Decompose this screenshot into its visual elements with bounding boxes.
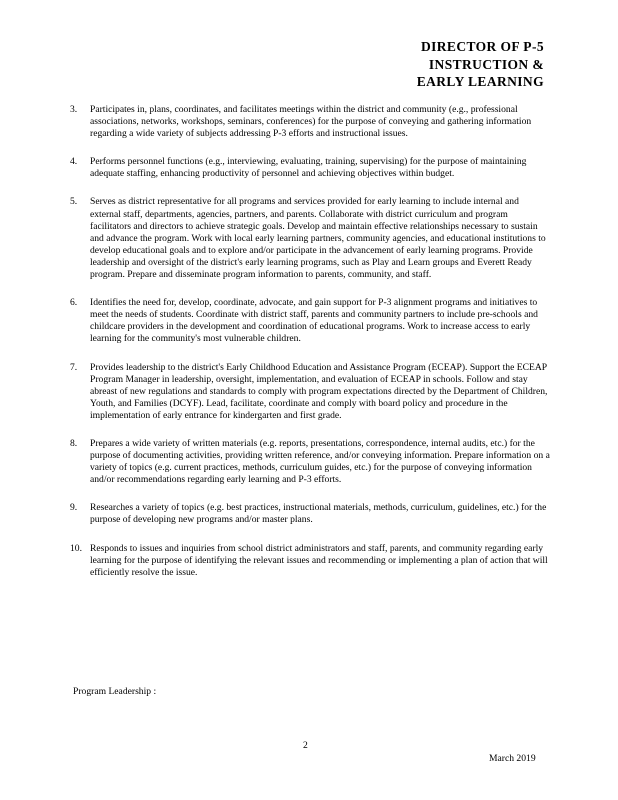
list-item (70, 502, 550, 526)
document-date: March 2019 (489, 753, 536, 764)
item-number: 3. (70, 104, 78, 115)
item-number: 7. (70, 361, 78, 373)
item-text: Performs personnel functions (e.g., interviewing, evaluating, training, supervising) for the purpose of maintaining adequate staffing, enhancing productivity of personnel and achieving objectives within budget. (90, 156, 527, 180)
item-text: Provides leadership to the district's Early Childhood Education and Assistance Program (ECEAP). Support the ECEAP Program Manager in leadership, oversight, implementation, and evaluation of ECEAP in schools. Follow and stay abreast of new regulations and standards to comply with program expectations directed by the Department of Children, Youth, and Families (DCYF). Lead, facilitate, coordinate and comply with board policy and procedure in the implementation of early entrance for kindergarten and first grade. (90, 361, 548, 421)
list-item (70, 297, 550, 345)
title-line-1: DIRECTOR OF P-5 (420, 39, 544, 54)
list-item (70, 196, 550, 281)
item-text: Participates in, plans, coordinates, and facilitates meetings within the district and community (e.g., professional associations, networks, workshops, seminars, conferences) for the purpose of conveying and gathering information regarding a wide variety of subjects addressing P-3 efforts and instructional issues. (90, 104, 532, 140)
list-item (70, 104, 550, 140)
duties-list (70, 104, 550, 579)
item-text: Identifies the need for, develop, coordinate, advocate, and gain support for P-3 alignment programs and initiatives to meet the needs of students. Coordinate with district staff, parents and community partners to include pre-schools and childcare providers in the development and coordination of educational programs. Work to increase access to early learning for the community's most vulnerable children. (90, 297, 538, 345)
item-number: 9. (70, 502, 78, 514)
item-text: Researches a variety of topics (e.g. best practices, instructional materials, methods, curriculum, guidelines, etc.) for the purpose of developing new programs and/or master plans. (90, 502, 547, 526)
list-item (70, 156, 550, 180)
item-text: Serves as district representative for all programs and services provided for early learning to include internal and external staff, departments, agencies, partners, and parents. Collaborate with district curriculum and program facilitators and directors to achieve strategic goals. Develop and maintain effective relationships necessary to sustain and advance the program. Work with local early learning partners, community agencies, and educational institutions to develop educational goals and to explore and/or participate in the advancement of early learning programs. Provide leadership and oversight of the district's early learning programs, such as Play and Learn groups and Everett Ready program. Prepare and disseminate program information to parents, community, and staff. (90, 196, 546, 281)
item-text: Responds to issues and inquiries from school district administrators and staff, parents, and community regarding early learning for the purpose of identifying the relevant issues and recommending or implementing a plan of action that will efficiently resolve the issue. (90, 542, 548, 578)
item-number: 10. (70, 542, 82, 554)
document-title (417, 38, 544, 91)
item-number: 8. (70, 437, 78, 449)
title-line-3: EARLY LEARNING (416, 74, 544, 89)
section-heading: Program Leadership : (73, 686, 157, 697)
title-line-2: INSTRUCTION & (428, 56, 544, 72)
item-number: 6. (70, 297, 78, 309)
list-item (70, 438, 550, 486)
item-number: 5. (70, 196, 78, 208)
item-number: 4. (70, 156, 78, 168)
list-item (70, 543, 550, 579)
item-text: Prepares a wide variety of written materials (e.g. reports, presentations, correspondence, internal audits, etc.) for the purpose of documenting activities, providing written reference, and/or conveying information. Prepare information on a variety of topics (e.g. current practices, methods, curriculum guides, etc.) for the purpose of conveying information and/or recommendations regarding early learning and P-3 efforts. (90, 437, 550, 486)
list-item (70, 362, 550, 422)
page-number: 2 (303, 740, 308, 751)
